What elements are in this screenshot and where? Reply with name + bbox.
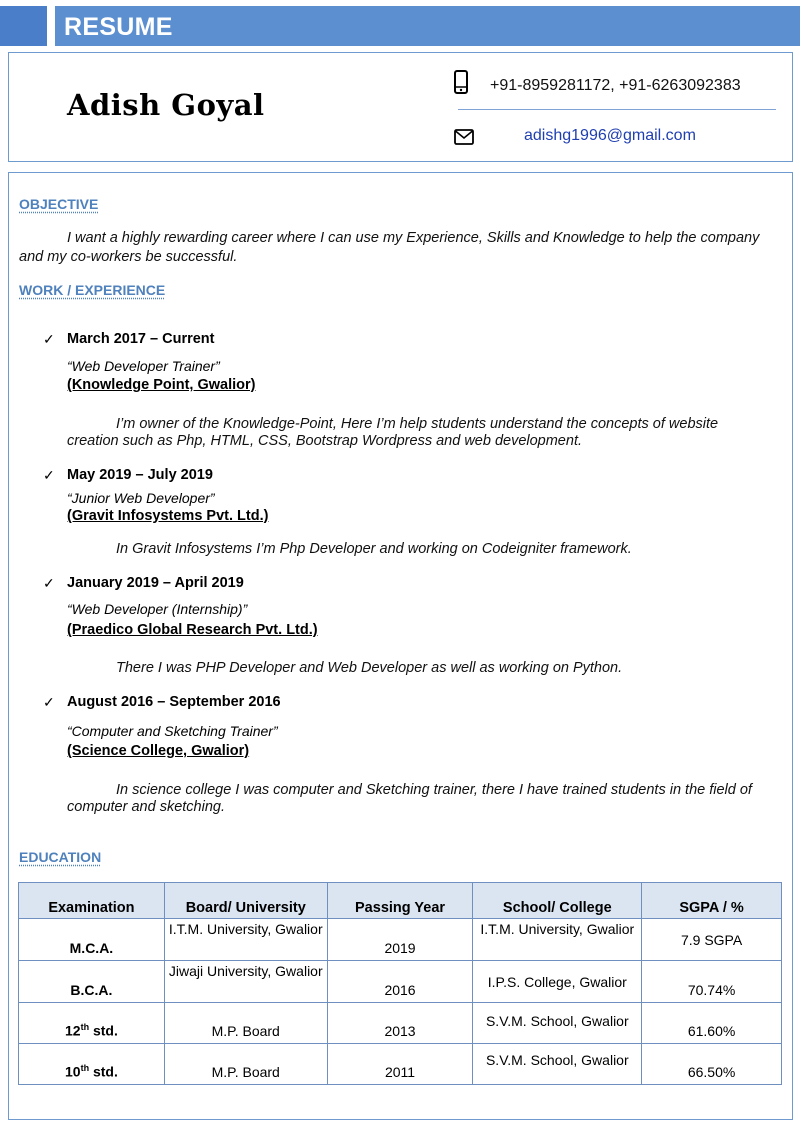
job-dates: March 2017 – Current bbox=[67, 331, 215, 347]
column-header: Examination bbox=[19, 883, 165, 919]
job-dates: August 2016 – September 2016 bbox=[67, 694, 281, 710]
job-organization: (Gravit Infosystems Pvt. Ltd.) bbox=[67, 508, 269, 524]
column-header: SGPA / % bbox=[642, 883, 782, 919]
column-header: Passing Year bbox=[327, 883, 473, 919]
banner-gap bbox=[47, 6, 55, 46]
banner-title: RESUME bbox=[64, 13, 173, 41]
objective-heading: OBJECTIVE bbox=[19, 196, 99, 212]
exam-suffix: std. bbox=[89, 1064, 118, 1080]
year-cell: 2011 bbox=[327, 1044, 473, 1085]
exam-suffix: std. bbox=[89, 1023, 118, 1039]
job-organization: (Praedico Global Research Pvt. Ltd.) bbox=[67, 622, 318, 638]
job-description-text: In science college I was computer and Sketching trainer, there I have trained students in the field of computer and sketching. bbox=[67, 782, 752, 815]
table-row bbox=[19, 1044, 782, 1085]
score-cell: 61.60% bbox=[642, 1003, 782, 1044]
exam-cell: M.C.A. bbox=[19, 919, 165, 961]
board-cell: I.T.M. University, Gwalior bbox=[164, 919, 327, 961]
score-cell: 70.74% bbox=[642, 961, 782, 1003]
mobile-phone-icon bbox=[454, 70, 468, 94]
checkmark-icon: ✓ bbox=[43, 694, 55, 710]
year-cell: 2016 bbox=[327, 961, 473, 1003]
table-row bbox=[19, 961, 782, 1003]
school-cell: I.T.M. University, Gwalior bbox=[473, 919, 642, 961]
school-cell: I.P.S. College, Gwalior bbox=[473, 961, 642, 1003]
candidate-name: Adish Goyal bbox=[67, 88, 265, 122]
email-link[interactable]: adishg1996@gmail.com bbox=[524, 127, 696, 144]
job-description bbox=[67, 416, 772, 450]
exam-cell bbox=[19, 1003, 165, 1044]
checkmark-icon: ✓ bbox=[43, 575, 55, 591]
column-header: School/ College bbox=[473, 883, 642, 919]
year-cell: 2019 bbox=[327, 919, 473, 961]
exam-number: 12 bbox=[65, 1023, 81, 1039]
job-role: “Web Developer Trainer” bbox=[67, 358, 220, 374]
school-cell: S.V.M. School, Gwalior bbox=[473, 1003, 642, 1044]
job-role: “Computer and Sketching Trainer” bbox=[67, 723, 278, 739]
table-row bbox=[19, 919, 782, 961]
banner-accent-block bbox=[0, 6, 47, 46]
score-cell: 7.9 SGPA bbox=[642, 919, 782, 961]
job-dates: May 2019 – July 2019 bbox=[67, 467, 213, 483]
exam-ordinal: th bbox=[80, 1022, 90, 1033]
phone-numbers: +91-8959281172, +91-6263092383 bbox=[490, 77, 741, 94]
board-cell: M.P. Board bbox=[164, 1003, 327, 1044]
table-row bbox=[19, 1003, 782, 1044]
job-description bbox=[67, 541, 772, 558]
column-header: Board/ University bbox=[164, 883, 327, 919]
objective-body: I want a highly rewarding career where I can use my Experience, Skills and Knowledge to help the company and my co-workers be successful. bbox=[19, 230, 760, 265]
job-role: “Web Developer (Internship)” bbox=[67, 601, 248, 617]
table-header-row bbox=[19, 883, 782, 919]
exam-cell: B.C.A. bbox=[19, 961, 165, 1003]
header-divider bbox=[458, 109, 776, 110]
education-heading: EDUCATION bbox=[19, 849, 102, 865]
exam-cell bbox=[19, 1044, 165, 1085]
job-description bbox=[67, 660, 772, 677]
work-experience-heading: WORK / EXPERIENCE bbox=[19, 282, 166, 298]
job-description-text: I’m owner of the Knowledge-Point, Here I’m help students understand the concepts of website creation such as Php, HTML, CSS, Bootstrap Wordpress and web development. bbox=[67, 416, 719, 449]
objective-text bbox=[19, 229, 779, 267]
exam-ordinal: th bbox=[80, 1063, 90, 1074]
board-cell: Jiwaji University, Gwalior bbox=[164, 961, 327, 1003]
job-organization: (Knowledge Point, Gwalior) bbox=[67, 377, 256, 393]
job-dates: January 2019 – April 2019 bbox=[67, 575, 244, 591]
education-table bbox=[18, 882, 782, 1085]
envelope-icon bbox=[454, 129, 474, 145]
checkmark-icon: ✓ bbox=[43, 331, 55, 347]
job-description-text: In Gravit Infosystems I’m Php Developer and working on Codeigniter framework. bbox=[116, 541, 632, 557]
score-cell: 66.50% bbox=[642, 1044, 782, 1085]
job-description-text: There I was PHP Developer and Web Developer as well as working on Python. bbox=[116, 660, 623, 676]
job-organization: (Science College, Gwalior) bbox=[67, 743, 250, 759]
job-role: “Junior Web Developer” bbox=[67, 490, 215, 506]
checkmark-icon: ✓ bbox=[43, 467, 55, 483]
year-cell: 2013 bbox=[327, 1003, 473, 1044]
board-cell: M.P. Board bbox=[164, 1044, 327, 1085]
exam-number: 10 bbox=[65, 1064, 81, 1080]
job-description bbox=[67, 782, 772, 816]
school-cell: S.V.M. School, Gwalior bbox=[473, 1044, 642, 1085]
